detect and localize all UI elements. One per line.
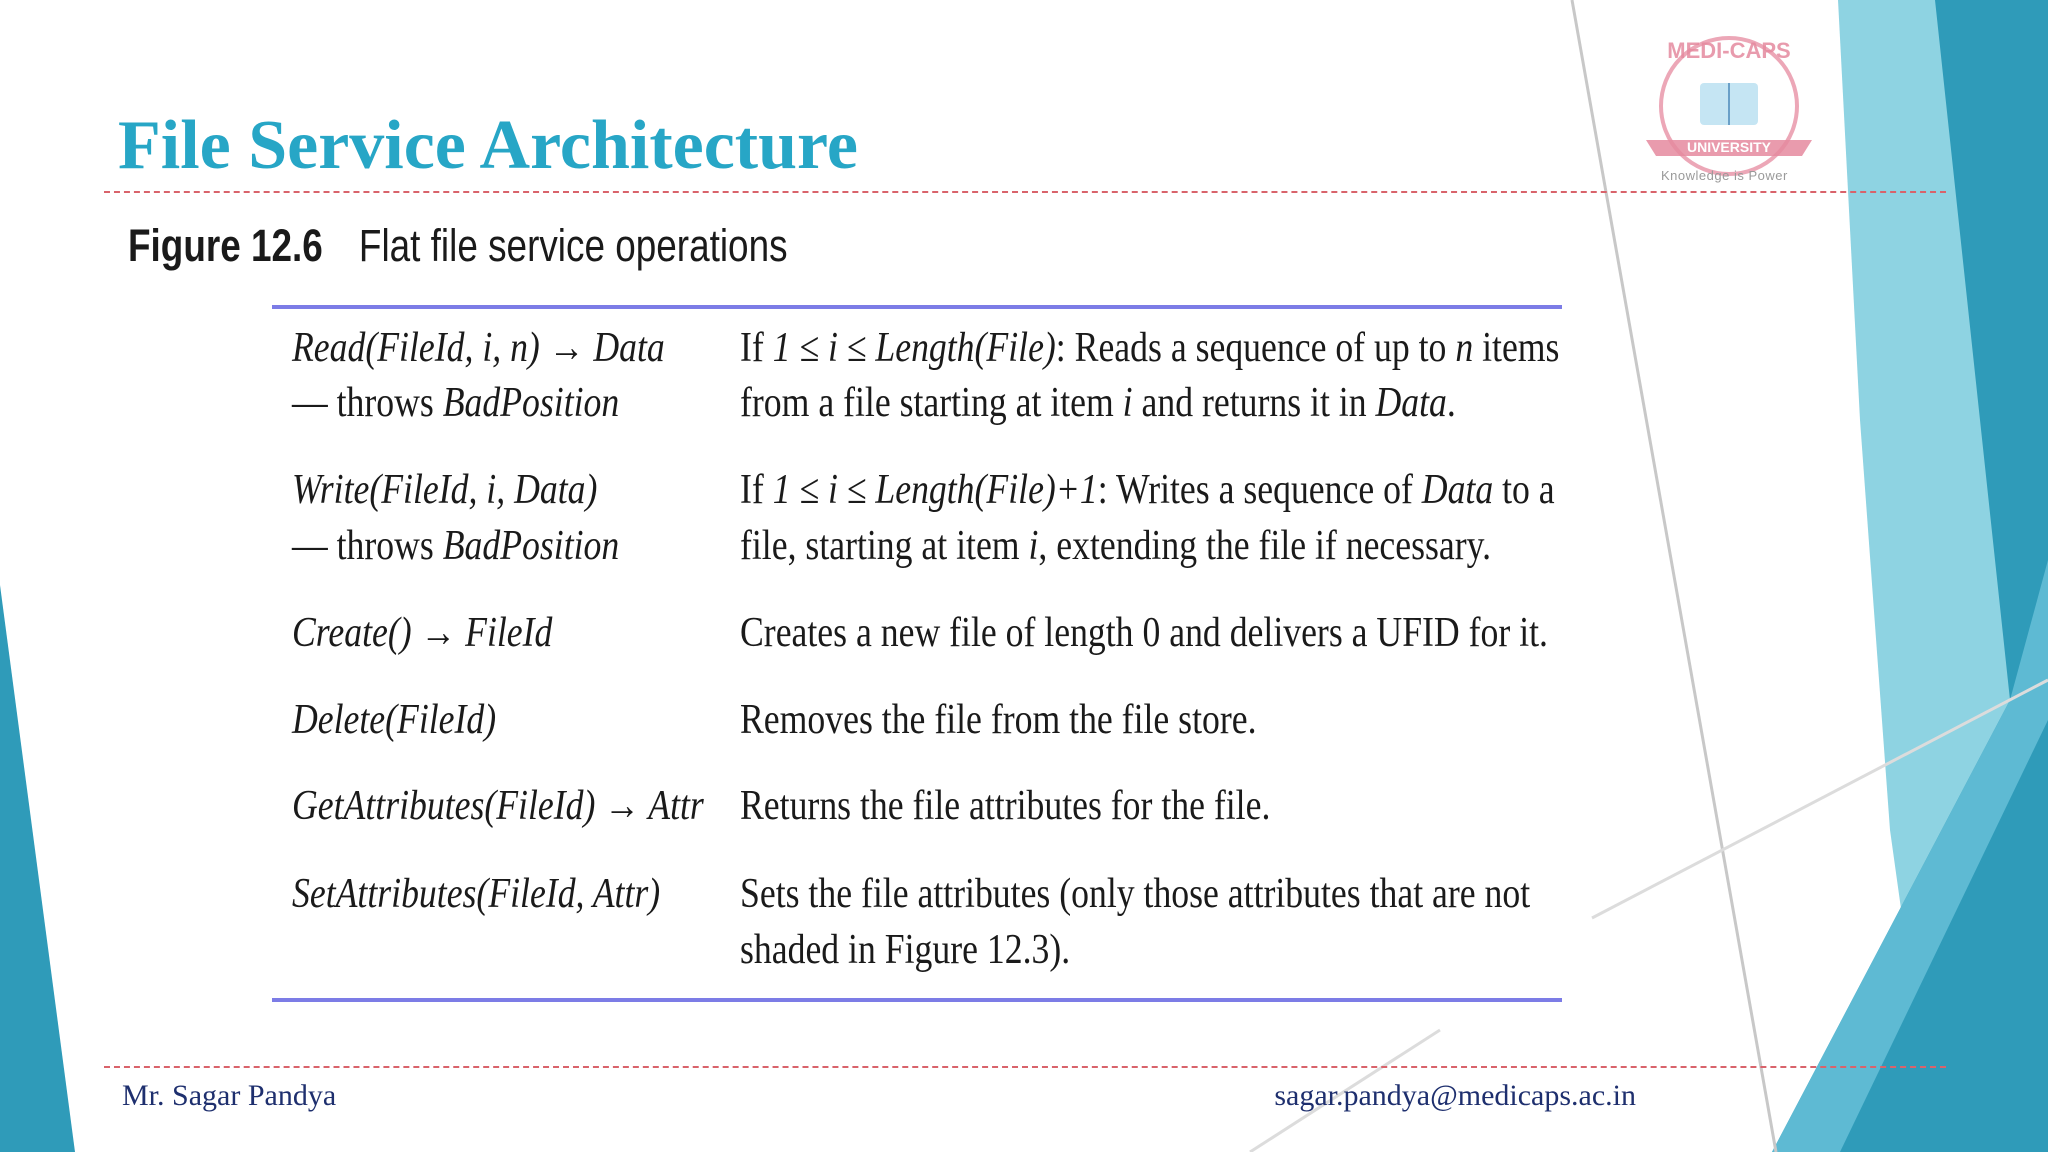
- footer-email[interactable]: sagar.pandya@medicaps.ac.in: [1274, 1079, 1636, 1112]
- operation-write: Write(FileId, i, Data): [292, 467, 598, 513]
- operation-write-throws: — throws BadPosition: [292, 523, 620, 569]
- operation-setattributes-desc: Sets the file attributes (only those attributes that are not: [740, 871, 1531, 917]
- operation-write-desc-2: file, starting at item i, extending the file if necessary.: [740, 523, 1492, 569]
- logo-tagline: Knowledge is Power: [1661, 168, 1788, 183]
- operation-read: Read(FileId, i, n) → Data: [292, 325, 665, 371]
- figure-caption: [128, 218, 788, 274]
- operation-delete: Delete(FileId): [292, 697, 497, 743]
- left-teal-wedge: [0, 585, 75, 1152]
- university-logo: [1618, 28, 1840, 190]
- table-top-border: [272, 305, 1562, 309]
- bottom-dashed-divider: [104, 1066, 1946, 1068]
- figure-number: Figure 12.6: [128, 220, 323, 271]
- operation-write-desc: If 1 ≤ i ≤ Length(File)+1: Writes a sequence of Data to a: [740, 467, 1555, 513]
- operation-delete-desc: Removes the file from the file store.: [740, 697, 1257, 743]
- operation-read-throws: — throws BadPosition: [292, 380, 620, 426]
- operation-setattributes-desc-2: shaded in Figure 12.3).: [740, 927, 1071, 973]
- operation-create: Create() → FileId: [292, 610, 553, 656]
- operation-getattributes-desc: Returns the file attributes for the file.: [740, 783, 1271, 829]
- footer-author: Mr. Sagar Pandya: [122, 1079, 337, 1112]
- operation-read-desc: If 1 ≤ i ≤ Length(File): Reads a sequence of up to n items: [740, 325, 1560, 371]
- figure-title: Flat file service operations: [358, 220, 788, 271]
- logo-banner: UNIVERSITY: [1686, 139, 1772, 155]
- operation-setattributes: SetAttributes(FileId, Attr): [292, 871, 661, 917]
- table-bottom-border: [272, 998, 1562, 1002]
- operation-read-desc-2: from a file starting at item i and returns it in Data.: [740, 380, 1456, 426]
- operation-create-desc: Creates a new file of length 0 and delivers a UFID for it.: [740, 610, 1548, 656]
- slide-title: File Service Architecture: [118, 107, 858, 184]
- operation-getattributes: GetAttributes(FileId) → Attr: [292, 783, 704, 829]
- logo-name: MEDI-CAPS: [1667, 38, 1791, 63]
- top-dashed-divider: [104, 191, 1946, 193]
